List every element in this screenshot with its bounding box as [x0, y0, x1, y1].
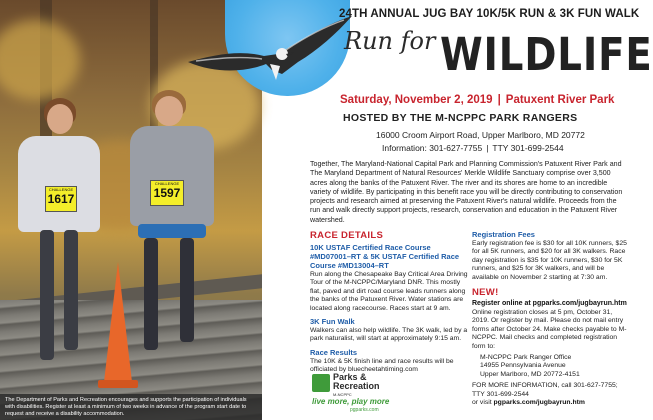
runner-left	[14, 96, 104, 376]
intro-paragraph: Together, The Maryland-National Capital Park and Planning Commission's Patuxent River Park and The Maryland Department of Natural Resources' Merkle Wildlife Sanctuary comprise over 3,500 acres along the banks of the Patuxent River. The river and its shores are home to an incredible variety of wildlife. By participating in this benefit race you will be directly contributing to conservation projects and research aimed at preserving the Patuxent River's natural wildlife. Proceeds from the run and walk directly support projects, research, conservation and education in the Patuxent River watershed.	[310, 160, 623, 224]
course-text: Run along the Chesapeake Bay Critical Area Driving Tour of the M-NCPPC/Maryland DNR. This mostly flat, paved and dirt road course leads runners along the banks of the Patuxent River. Water stations are located along racecourse. Races start at 9 am.	[310, 271, 468, 312]
register-online-line: Register online at pgparks.com/jugbayrun.htm	[472, 300, 627, 308]
walk-text: Walkers can also help wildlife. The 3K walk, led by a park naturalist, will start at approximately 9:15 am.	[310, 327, 468, 343]
date-location-line	[340, 94, 614, 106]
office-street: 14955 Pennsylvania Avenue	[480, 362, 566, 370]
race-details-column	[310, 230, 468, 375]
results-text: The 10K & 5K finish line and race results will be officiated by bluecheetahtiming.com	[310, 357, 454, 374]
runner-shorts	[138, 224, 206, 238]
traffic-cone	[104, 262, 132, 382]
runner-jacket	[18, 136, 100, 232]
registration-column	[472, 230, 628, 408]
fees-text: Early registration fee is $30 for all 10K runners, $25 for all 5K runners, and $20 for all 3K walkers. Race day registration is $35 for 10K runners, $30 for 5K runners, and $25 for 3K walkers, and will be available on November 2 starting at 7:30 am.	[472, 240, 627, 281]
course-heading: 10K USTAF Certified Race Course #MD07001–RT & 5K USTAF Certified Race Course #MD13004–RT	[310, 243, 460, 270]
logo-name-line1: Parks &	[333, 372, 367, 382]
visit-url[interactable]: pgparks.com/jugbayrun.htm	[493, 399, 585, 407]
results-heading: Race Results	[310, 347, 358, 357]
parks-logo-icon	[312, 374, 330, 392]
online-text: Online registration closes at 5 pm, October 31, 2019. Or register by mail. Please do not mail entry forms after October 24. Make checks payable to M-NCPPC. Mail checks and completed registration form to:	[472, 309, 627, 350]
more-info: FOR MORE INFORMATION, call 301-627-7755; TTY 301-699-2544	[472, 382, 618, 398]
visit-line	[472, 399, 628, 407]
run-for-script: Run for	[344, 27, 436, 55]
race-bib: CHALLENGE 1597	[150, 180, 184, 206]
runner-sweatshirt	[130, 126, 214, 226]
traffic-cone-base	[98, 380, 138, 388]
runner-leg	[180, 238, 194, 342]
office-city: Upper Marlboro, MD 20772-4151	[480, 370, 580, 378]
bib-number: 1617	[47, 192, 75, 206]
logo-name	[333, 373, 380, 391]
race-details-heading: RACE DETAILS	[310, 230, 384, 241]
race-bib: CHALLENGE 1617	[45, 186, 77, 212]
runner-right	[122, 88, 222, 378]
foliage	[0, 20, 80, 100]
fees-heading: Registration Fees	[472, 230, 535, 239]
runner-head	[155, 96, 183, 126]
event-address: 16000 Croom Airport Road, Upper Marlboro, MD 20772	[376, 130, 585, 140]
separator: |	[486, 143, 489, 153]
logo-tagline: live more, play more	[312, 397, 390, 406]
parks-recreation-logo	[312, 370, 400, 415]
hosted-by: HOSTED BY THE M-NCPPC PARK RANGERS	[343, 112, 578, 124]
logo-name-line2: Recreation	[333, 381, 380, 391]
runner-head	[47, 104, 73, 134]
walk-heading: 3K Fun Walk	[310, 317, 355, 327]
event-title: 24TH ANNUAL JUG BAY 10K/5K RUN & 3K FUN WALK	[339, 8, 640, 20]
logo-url: pgparks.com	[350, 407, 379, 413]
logo-sub: M-NCPPC	[333, 392, 352, 397]
office-name: M-NCPPC Park Ranger Office	[480, 354, 572, 362]
runner-leg	[40, 230, 54, 360]
info-phone: Information: 301-627-7755	[382, 143, 483, 153]
runner-leg	[144, 238, 158, 350]
runner-leg	[64, 230, 78, 350]
new-heading: NEW!	[472, 287, 499, 299]
mail-address	[480, 354, 628, 379]
wildlife-wordmark: WILDLIFE	[440, 28, 653, 81]
bib-number: 1597	[153, 186, 181, 200]
accessibility-disclaimer: The Department of Parks and Recreation encourages and supports the participation of individuals with disabilities. Register at least a minimum of two weeks in advance of the program start date to request and receive a disability accommodation.	[0, 394, 262, 420]
info-tty: TTY 301-699-2544	[492, 143, 564, 153]
event-location: Patuxent River Park	[505, 94, 615, 106]
osprey-icon	[186, 14, 356, 94]
visit-prefix: or visit	[472, 399, 492, 407]
event-date: Saturday, November 2, 2019	[340, 94, 493, 106]
info-line	[382, 143, 564, 153]
separator: |	[497, 94, 501, 106]
